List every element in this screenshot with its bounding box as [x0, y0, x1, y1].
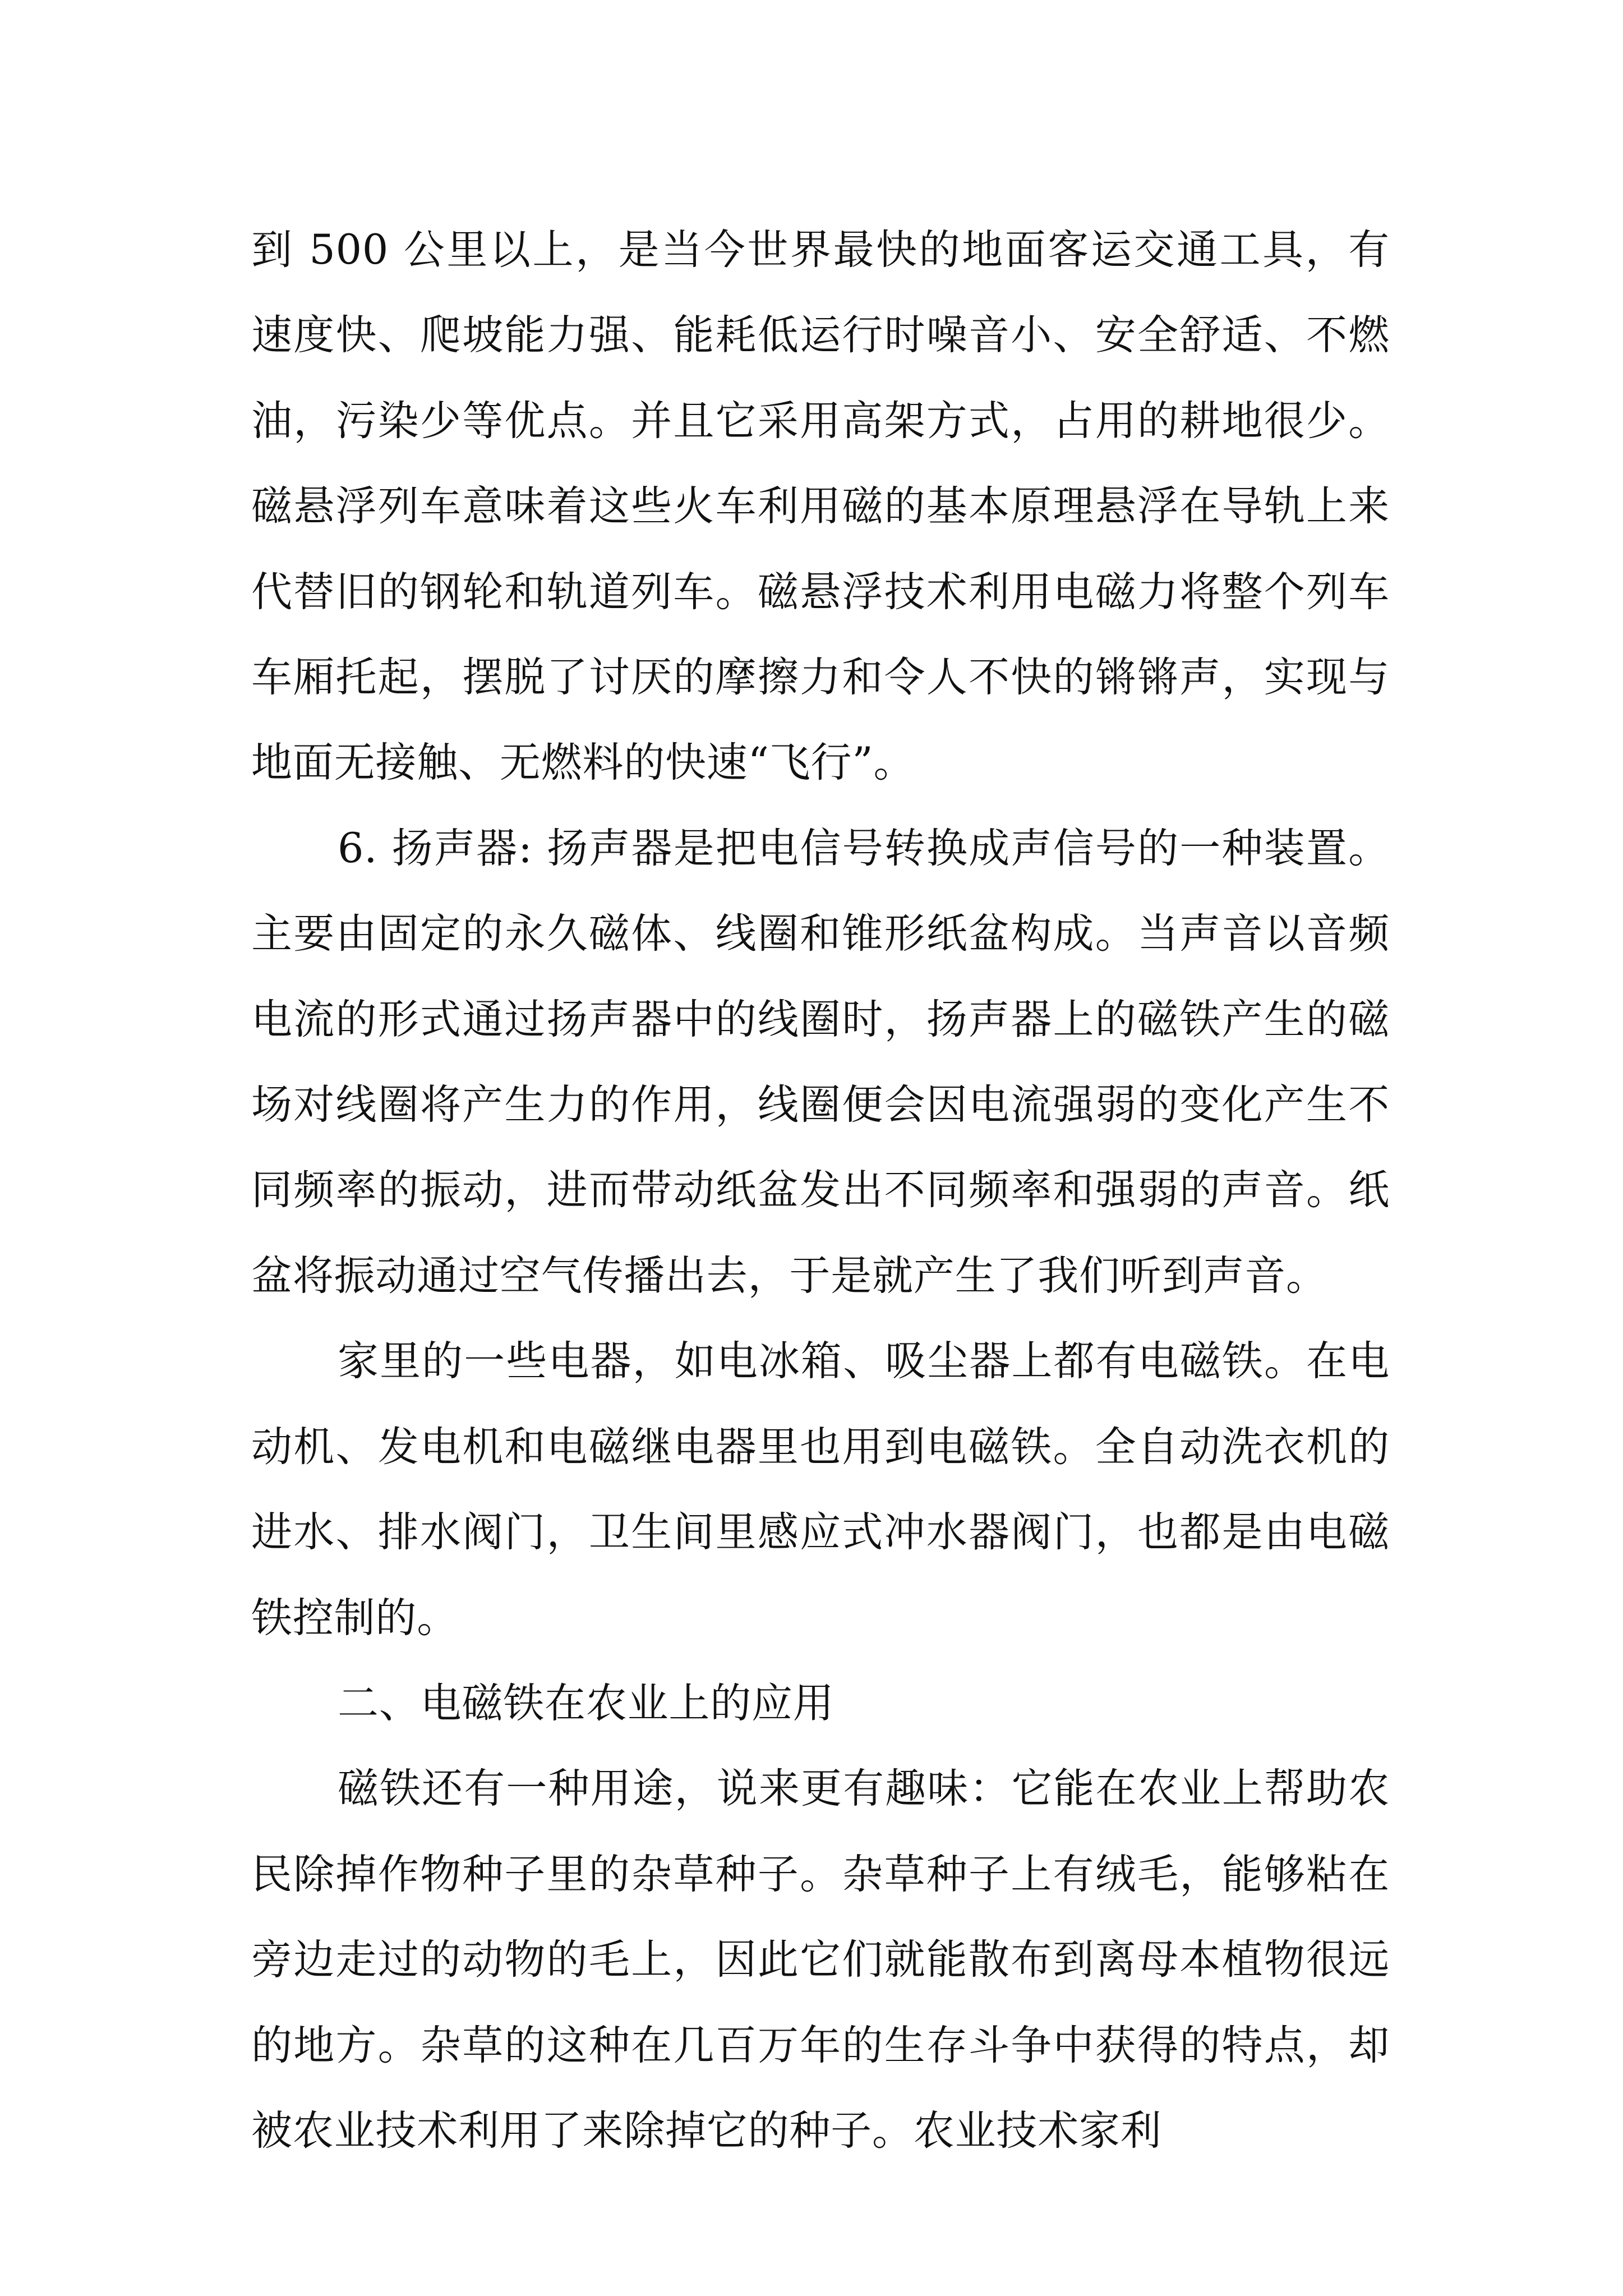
body-text	[251, 208, 1390, 2174]
paragraph-maglev-continued: 到 500 公里以上，是当今世界最快的地面客运交通工具，有速度快、爬坡能力强、能耗低运行时噪音小、安全舒适、不燃油，污染少等优点。并且它采用高架方式，占用的耕地很少。磁悬浮列车意味着这些火车利用磁的基本原理悬浮在导轨上来代替旧的钢轮和轨道列车。磁悬浮技术利用电磁力将整个列车车厢托起，摆脱了讨厌的摩擦力和令人不快的锵锵声，实现与地面无接触、无燃料的快速“飞行”。	[251, 226, 1390, 787]
section-heading-agriculture: 二、电磁铁在农业上的应用	[338, 1679, 834, 1727]
paragraph-speaker: 6. 扬声器: 扬声器是把电信号转换成声信号的一种装置。主要由固定的永久磁体、线圈和锥形纸盆构成。当声音以音频电流的形式通过扬声器中的线圈时，扬声器上的磁铁产生的磁场对线圈将产生力的作用，线圈便会因电流强弱的变化产生不同频率的振动，进而带动纸盆发出不同频率和强弱的声音。纸盆将振动通过空气传播出去，于是就产生了我们听到声音。	[251, 824, 1390, 1300]
paragraph-household-appliances: 家里的一些电器，如电冰箱、吸尘器上都有电磁铁。在电动机、发电机和电磁继电器里也用到电磁铁。全自动洗衣机的进水、排水阀门，卫生间里感应式冲水器阀门，也都是由电磁铁控制的。	[251, 1337, 1390, 1642]
paragraph-agriculture: 磁铁还有一种用途，说来更有趣味：它能在农业上帮助农民除掉作物种子里的杂草种子。杂草种子上有绒毛，能够粘在旁边走过的动物的毛上，因此它们就能散布到离母本植物很远的地方。杂草的这种在几百万年的生存斗争中获得的特点，却被农业技术利用了来除掉它的种子。农业技术家利	[251, 1765, 1390, 2155]
